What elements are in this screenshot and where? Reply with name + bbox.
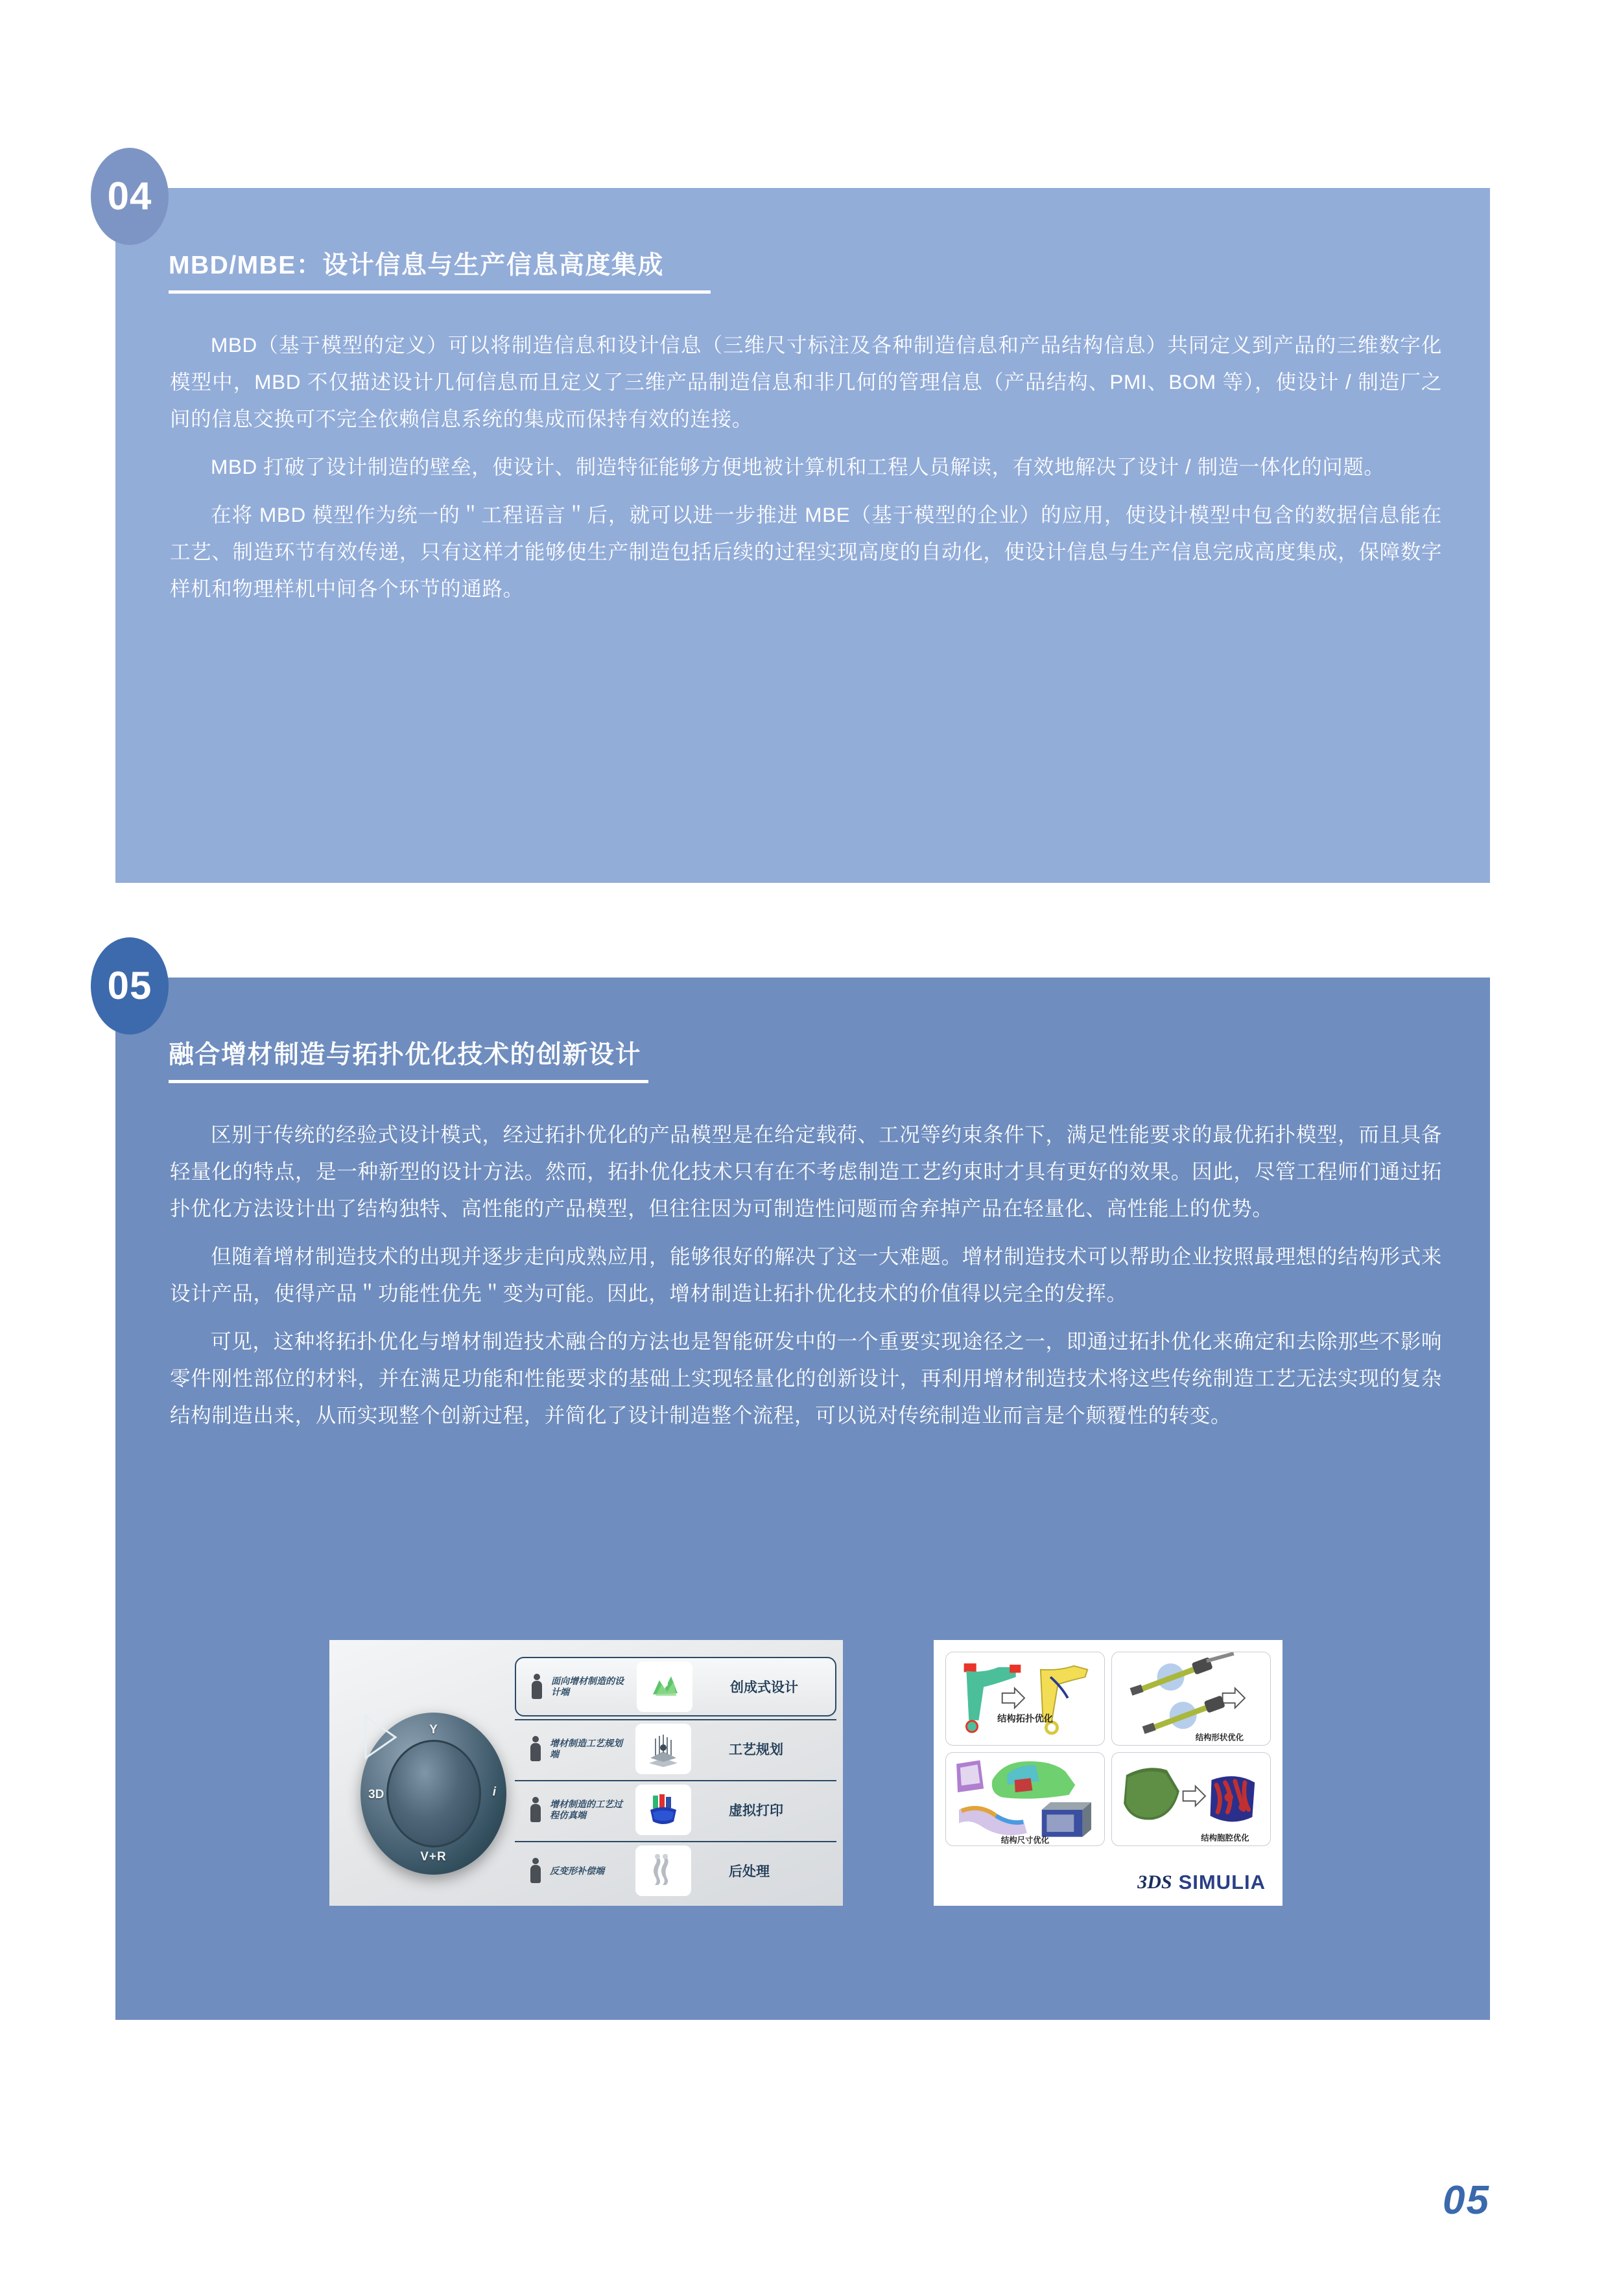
- workflow-role-label: 反变形补偿端: [550, 1865, 604, 1876]
- section-04-number-badge: [91, 148, 169, 245]
- simulia-logo: [1137, 1871, 1266, 1894]
- person-icon: [529, 1858, 542, 1884]
- compass-label-vr: V+R: [420, 1850, 447, 1864]
- section-05-paragraph-1: 区别于传统的经验式设计模式，经过拓扑优化的产品模型是在给定载荷、工况等约束条件下，满足性能要求的最优拓扑模型，而且具备轻量化的特点，是一种新型的设计方法。然而，拓扑优化技术只有在不考虑制造工艺约束时才具有更好的效果。因此，尽管工程师们通过拓扑优化方法设计出了结构独特、高性能的产品模型，但往往因为可制造性问题而舍弃掉产品在轻量化、高性能上的优势。: [170, 1123, 1442, 1220]
- section-04-paragraph-1: MBD（基于模型的定义）可以将制造信息和设计信息（三维尺寸标注及各种制造信息和产品结构信息）共同定义到产品的三维数字化模型中，MBD 不仅描述设计几何信息而且定义了三维产品制造信息和非几何的管理信息（产品结构、PMI、BOM 等），使设计 / 制造厂之间的信息交换可不完全依赖信息系统的集成而保持有效的连接。: [170, 333, 1442, 430]
- workflow-thumbnail: [637, 1661, 692, 1712]
- compass-label-y: Y: [429, 1723, 438, 1737]
- person-icon: [530, 1674, 543, 1700]
- section-05: [107, 964, 1490, 2020]
- panel-caption-text: 结构形状优化: [1195, 1733, 1244, 1742]
- optimization-panel: [1111, 1752, 1271, 1846]
- optimization-panel: [945, 1752, 1105, 1846]
- page-number: 05: [1443, 2178, 1490, 2223]
- section-04-title-underline: [169, 290, 711, 294]
- workflow-stage-label: 工艺规划: [729, 1742, 783, 1757]
- section-05-title-underline: [169, 1080, 648, 1083]
- process-planning-icon: [644, 1729, 683, 1768]
- workflow-stage-label: 创成式设计: [730, 1680, 798, 1695]
- workflow-thumbnail: [635, 1845, 691, 1896]
- workflow-row: [515, 1657, 836, 1716]
- section-05-body: [170, 1116, 1442, 1434]
- shape-optimization-illustration: [1112, 1652, 1270, 1745]
- compass-label-i: i: [492, 1785, 496, 1799]
- section-05-paragraph-2: 但随着增材制造技术的出现并逐步走向成熟应用，能够很好的解决了这一大难题。增材制造技术可以帮助企业按照最理想的结构形式来设计产品，使得产品＂功能性优先＂变为可能。因此，增材制造让拓扑优化技术的价值得以完全的发挥。: [170, 1245, 1442, 1305]
- workflow-row: [515, 1780, 836, 1838]
- person-icon: [529, 1736, 542, 1762]
- figure-group: [170, 1640, 1442, 1932]
- panel-caption-text: 结构胞腔优化: [1201, 1833, 1249, 1843]
- optimization-panel: [1111, 1652, 1271, 1746]
- workflow-stage-label: 后处理: [729, 1864, 770, 1879]
- section-05-paragraph-3: 可见，这种将拓扑优化与增材制造技术融合的方法也是智能研发中的一个重要实现途径之一，即通过拓扑优化来确定和去除那些不影响零件刚性部位的材料，并在满足功能和性能要求的基础上实现轻量化的创新设计，再利用增材制造技术将这些传统制造工艺无法实现的复杂结构制造出来，从而实现整个创新过程，并简化了设计制造整个流程，可以说对传统制造业而言是个颠覆性的转变。: [170, 1330, 1442, 1427]
- optimization-panel-grid: [945, 1652, 1271, 1846]
- virtual-print-icon: [644, 1790, 683, 1829]
- section-04: [107, 174, 1490, 883]
- section-04-paragraph-2: MBD 打破了设计制造的壁垒，使设计、制造特征能够方便地被计算机和工程人员解读，有效地解决了设计 / 制造一体化的问题。: [211, 455, 1385, 478]
- section-04-body: [170, 327, 1442, 607]
- lattice-optimization-illustration: [1112, 1753, 1270, 1845]
- workflow-stage-label: 虚拟打印: [729, 1803, 783, 1818]
- compass-inner-ring: [386, 1740, 481, 1847]
- post-processing-icon: [644, 1851, 683, 1890]
- panel-caption-text: 结构尺寸优化: [1000, 1836, 1050, 1845]
- dassault-systemes-mark: 3DS: [1137, 1871, 1172, 1893]
- workflow-role-label: 增材制造工艺规划端: [550, 1738, 622, 1759]
- figure-am-workflow: [329, 1640, 843, 1906]
- play-triangle-icon: [362, 1714, 398, 1761]
- section-05-heading: [169, 1035, 648, 1083]
- workflow-role-label: 增材制造的工艺过程仿真端: [550, 1799, 622, 1820]
- section-04-paragraph-3: 在将 MBD 模型作为统一的＂工程语言＂后，就可以进一步推进 MBE（基于模型的企业）的应用，使设计模型中包含的数据信息能在工艺、制造环节有效传递，只有这样才能够使生产制造包括后续的过程实现高度的自动化，使设计信息与生产信息完成高度集成，保障数字样机和物理样机中间各个环节的通路。: [170, 503, 1442, 600]
- simulia-wordmark: SIMULIA: [1178, 1871, 1266, 1893]
- workflow-row: [515, 1841, 836, 1899]
- section-04-number: 04: [107, 174, 152, 218]
- workflow-thumbnail: [635, 1724, 691, 1774]
- panel-caption-text: 结构拓扑优化: [997, 1713, 1053, 1724]
- section-04-title: MBD/MBE：设计信息与生产信息高度集成: [169, 252, 664, 279]
- compass-label-3d: 3D: [368, 1788, 384, 1801]
- figure-simulia-optimization: [934, 1640, 1283, 1906]
- section-05-title: 融合增材制造与拓扑优化技术的创新设计: [169, 1041, 642, 1069]
- section-04-heading: [169, 245, 711, 294]
- 3dexperience-compass-icon: [361, 1713, 506, 1875]
- figure-left-spine-text: [340, 1666, 348, 1888]
- workflow-row: [515, 1719, 836, 1777]
- workflow-row-list: [515, 1657, 836, 1899]
- topology-optimization-illustration: [946, 1652, 1104, 1745]
- generative-design-icon: [645, 1667, 684, 1706]
- section-05-number-badge: [91, 937, 169, 1035]
- size-optimization-illustration: [946, 1753, 1104, 1845]
- optimization-panel: [945, 1652, 1105, 1746]
- person-icon: [529, 1797, 542, 1823]
- section-05-number: 05: [107, 964, 152, 1007]
- workflow-thumbnail: [635, 1785, 691, 1835]
- workflow-role-label: 面向增材制造的设计端: [551, 1676, 624, 1697]
